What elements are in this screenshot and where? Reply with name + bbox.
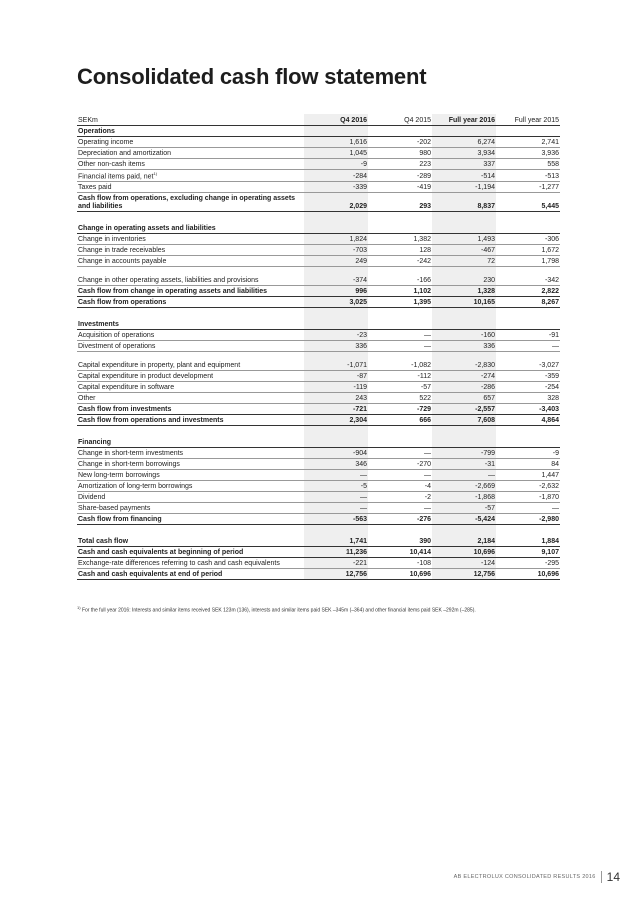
table-row xyxy=(77,371,560,382)
row-label-text: Cash and cash equivalents at beginning of period xyxy=(78,549,244,557)
empty-cell xyxy=(432,437,496,448)
empty-cell xyxy=(304,437,368,448)
value-fy-2016: — xyxy=(432,470,496,481)
section-title: Investments xyxy=(77,319,304,330)
value-fy-2016: 657 xyxy=(432,393,496,404)
section-header-row xyxy=(77,223,560,234)
value-q4-2016: -119 xyxy=(304,382,368,393)
row-label xyxy=(77,415,304,426)
value-fy-2016: 12,756 xyxy=(432,569,496,580)
value-q4-2015: 1,382 xyxy=(368,234,432,245)
table-row xyxy=(77,267,560,286)
value-fy-2016: -1,868 xyxy=(432,492,496,503)
value-fy-2015: 1,447 xyxy=(496,470,560,481)
value-fy-2015: 9,107 xyxy=(496,547,560,558)
value-fy-2016: -160 xyxy=(432,330,496,341)
value-fy-2015: 8,267 xyxy=(496,297,560,308)
row-label xyxy=(77,245,304,256)
value-q4-2016: — xyxy=(304,492,368,503)
value-q4-2015: -108 xyxy=(368,558,432,569)
row-label xyxy=(77,547,304,558)
value-fy-2015: -91 xyxy=(496,330,560,341)
header-q4-2016: Q4 2016 xyxy=(304,114,368,126)
subtotal-row xyxy=(77,415,560,426)
footer-report-title: AB ELECTROLUX CONSOLIDATED RESULTS 2016 xyxy=(453,874,596,880)
table-row xyxy=(77,170,560,182)
value-fy-2015: -3,403 xyxy=(496,404,560,415)
spacer-cell xyxy=(77,525,304,537)
row-label xyxy=(77,297,304,308)
empty-cell xyxy=(496,223,560,234)
section-title: Operations xyxy=(77,126,304,137)
row-label xyxy=(77,404,304,415)
row-label xyxy=(77,459,304,470)
subtotal-row xyxy=(77,297,560,308)
value-fy-2016: -5,424 xyxy=(432,514,496,525)
row-label xyxy=(77,182,304,193)
value-fy-2015: -342 xyxy=(496,267,560,286)
row-label-text: Operating income xyxy=(78,139,134,146)
value-q4-2016: -9 xyxy=(304,159,368,170)
value-q4-2015: -57 xyxy=(368,382,432,393)
section-header-row xyxy=(77,126,560,137)
row-label-text: Capital expenditure in software xyxy=(78,384,175,392)
row-label xyxy=(77,234,304,245)
spacer-cell xyxy=(304,426,368,438)
empty-cell xyxy=(496,319,560,330)
value-q4-2016: 3,025 xyxy=(304,297,368,308)
value-fy-2015: 1,798 xyxy=(496,256,560,267)
value-fy-2015: 10,696 xyxy=(496,569,560,580)
section-header-row xyxy=(77,437,560,448)
row-label xyxy=(77,382,304,393)
value-fy-2016: 1,493 xyxy=(432,234,496,245)
page-footer xyxy=(454,870,620,884)
row-label-text: Change in inventories xyxy=(78,236,146,244)
value-q4-2015: -242 xyxy=(368,256,432,267)
value-q4-2015: -276 xyxy=(368,514,432,525)
spacer-cell xyxy=(77,426,304,438)
value-fy-2015: 2,822 xyxy=(496,286,560,297)
value-q4-2015: 293 xyxy=(368,193,432,212)
row-label-text: Cash flow from operations, excluding change in operating assets and liabilities xyxy=(78,195,296,211)
table-row xyxy=(77,234,560,245)
value-fy-2016: 8,837 xyxy=(432,193,496,212)
row-label xyxy=(77,481,304,492)
value-fy-2016: -2,830 xyxy=(432,352,496,371)
value-q4-2016: 1,824 xyxy=(304,234,368,245)
table-row xyxy=(77,148,560,159)
empty-cell xyxy=(496,126,560,137)
value-q4-2016: -1,071 xyxy=(304,352,368,371)
value-q4-2016: 243 xyxy=(304,393,368,404)
row-label xyxy=(77,193,304,212)
row-label-text: Cash flow from financing xyxy=(78,516,162,524)
row-label xyxy=(77,503,304,514)
spacer-cell xyxy=(432,308,496,320)
value-fy-2015: 4,864 xyxy=(496,415,560,426)
spacer-cell xyxy=(368,212,432,224)
row-label-text: Dividend xyxy=(78,494,106,502)
table-row xyxy=(77,341,560,352)
table-row xyxy=(77,481,560,492)
value-fy-2015: -254 xyxy=(496,382,560,393)
value-q4-2015: 10,414 xyxy=(368,547,432,558)
row-label xyxy=(77,536,304,547)
table-row xyxy=(77,470,560,481)
value-q4-2015: -270 xyxy=(368,459,432,470)
value-fy-2015: -2,632 xyxy=(496,481,560,492)
row-label xyxy=(77,330,304,341)
value-q4-2016: 249 xyxy=(304,256,368,267)
row-label xyxy=(77,256,304,267)
value-q4-2015: -2 xyxy=(368,492,432,503)
value-q4-2016: -221 xyxy=(304,558,368,569)
value-fy-2015: — xyxy=(496,341,560,352)
value-q4-2015: — xyxy=(368,341,432,352)
row-label-text: Taxes paid xyxy=(78,184,112,192)
table-row xyxy=(77,159,560,170)
value-fy-2015: 84 xyxy=(496,459,560,470)
value-fy-2016: -2,669 xyxy=(432,481,496,492)
value-q4-2015: 390 xyxy=(368,536,432,547)
spacer-row xyxy=(77,212,560,224)
subtotal-row xyxy=(77,569,560,580)
subtotal-row xyxy=(77,514,560,525)
spacer-cell xyxy=(432,525,496,537)
row-label-text: Other xyxy=(78,395,96,403)
value-fy-2016: -31 xyxy=(432,459,496,470)
value-q4-2016: 336 xyxy=(304,341,368,352)
value-fy-2016: 10,696 xyxy=(432,547,496,558)
row-label-text: Other non-cash items xyxy=(78,161,145,168)
value-q4-2015: 10,696 xyxy=(368,569,432,580)
spacer-cell xyxy=(496,525,560,537)
row-label-text: Exchange-rate differences referring to cash and cash equivalents xyxy=(78,560,280,568)
spacer-row xyxy=(77,525,560,537)
value-fy-2016: 230 xyxy=(432,267,496,286)
value-fy-2016: 72 xyxy=(432,256,496,267)
value-fy-2016: 7,608 xyxy=(432,415,496,426)
empty-cell xyxy=(496,437,560,448)
value-q4-2016: — xyxy=(304,470,368,481)
table-row xyxy=(77,382,560,393)
value-fy-2015: -359 xyxy=(496,371,560,382)
row-label-text: Capital expenditure in property, plant and equipment xyxy=(78,362,241,370)
row-label xyxy=(77,341,304,352)
row-label xyxy=(77,352,304,371)
value-q4-2016: 1,741 xyxy=(304,536,368,547)
empty-cell xyxy=(304,319,368,330)
row-label xyxy=(77,267,304,286)
empty-cell xyxy=(368,437,432,448)
row-label-text: Change in trade receivables xyxy=(78,247,166,255)
value-fy-2016: -1,194 xyxy=(432,182,496,193)
row-label xyxy=(77,448,304,459)
value-q4-2016: 11,236 xyxy=(304,547,368,558)
row-label-text: Acquisition of operations xyxy=(78,332,155,340)
row-label-text: Divestment of operations xyxy=(78,343,156,351)
row-label xyxy=(77,492,304,503)
value-q4-2015: 522 xyxy=(368,393,432,404)
empty-cell xyxy=(432,319,496,330)
row-label-text: Depreciation and amortization xyxy=(78,150,171,157)
row-label-text: Financial items paid, net xyxy=(78,173,154,181)
empty-cell xyxy=(304,223,368,234)
value-q4-2016: -284 xyxy=(304,170,368,182)
value-fy-2015: -2,980 xyxy=(496,514,560,525)
header-q4-2015: Q4 2015 xyxy=(368,114,432,126)
spacer-cell xyxy=(304,525,368,537)
value-q4-2016: -703 xyxy=(304,245,368,256)
value-fy-2015: 3,936 xyxy=(496,148,560,159)
value-fy-2016: 1,328 xyxy=(432,286,496,297)
empty-cell xyxy=(432,223,496,234)
spacer-cell xyxy=(432,426,496,438)
section-header-row xyxy=(77,319,560,330)
value-q4-2015: -166 xyxy=(368,267,432,286)
row-label xyxy=(77,393,304,404)
table-row xyxy=(77,352,560,371)
empty-cell xyxy=(368,126,432,137)
footnote-ref: 1) xyxy=(153,171,158,176)
value-fy-2016: -799 xyxy=(432,448,496,459)
value-q4-2015: -289 xyxy=(368,170,432,182)
header-fy-2016: Full year 2016 xyxy=(432,114,496,126)
page-title: Consolidated cash flow statement xyxy=(77,64,427,89)
value-fy-2015: -295 xyxy=(496,558,560,569)
row-label-text: Change in other operating assets, liabilities and provisions xyxy=(78,277,259,285)
value-fy-2016: -467 xyxy=(432,245,496,256)
row-label xyxy=(77,514,304,525)
value-fy-2015: -3,027 xyxy=(496,352,560,371)
spacer-cell xyxy=(368,308,432,320)
value-q4-2016: 2,304 xyxy=(304,415,368,426)
value-fy-2015: 1,884 xyxy=(496,536,560,547)
row-label-text: New long-term borrowings xyxy=(78,472,160,480)
row-label xyxy=(77,137,304,148)
table-body xyxy=(77,126,560,580)
row-label xyxy=(77,286,304,297)
table-row xyxy=(77,448,560,459)
value-fy-2016: 337 xyxy=(432,159,496,170)
row-label-text: Share-based payments xyxy=(78,505,151,513)
empty-cell xyxy=(432,126,496,137)
table-row xyxy=(77,492,560,503)
header-unit-label: SEKm xyxy=(77,114,304,126)
spacer-cell xyxy=(496,426,560,438)
table-row xyxy=(77,503,560,514)
value-fy-2016: 3,934 xyxy=(432,148,496,159)
value-fy-2015: 1,672 xyxy=(496,245,560,256)
value-q4-2016: -563 xyxy=(304,514,368,525)
row-label xyxy=(77,371,304,382)
table-header-row xyxy=(77,114,560,126)
value-q4-2016: -721 xyxy=(304,404,368,415)
table-row xyxy=(77,459,560,470)
value-q4-2016: -339 xyxy=(304,182,368,193)
spacer-row xyxy=(77,426,560,438)
row-label xyxy=(77,170,304,182)
value-q4-2016: 346 xyxy=(304,459,368,470)
row-label xyxy=(77,148,304,159)
value-q4-2015: -4 xyxy=(368,481,432,492)
value-q4-2016: — xyxy=(304,503,368,514)
subtotal-row xyxy=(77,404,560,415)
empty-cell xyxy=(368,223,432,234)
value-fy-2016: -2,557 xyxy=(432,404,496,415)
value-q4-2015: -729 xyxy=(368,404,432,415)
table-row xyxy=(77,393,560,404)
section-title: Financing xyxy=(77,437,304,448)
value-q4-2016: -23 xyxy=(304,330,368,341)
empty-cell xyxy=(304,126,368,137)
value-fy-2015: -513 xyxy=(496,170,560,182)
row-label-text: Change in short-term investments xyxy=(78,450,184,458)
table-row xyxy=(77,137,560,148)
value-q4-2016: 996 xyxy=(304,286,368,297)
row-label xyxy=(77,159,304,170)
row-label-text: Cash flow from change in operating assets and liabilities xyxy=(78,288,268,296)
spacer-cell xyxy=(496,212,560,224)
spacer-cell xyxy=(368,426,432,438)
value-fy-2015: -1,277 xyxy=(496,182,560,193)
spacer-cell xyxy=(304,212,368,224)
spacer-cell xyxy=(496,308,560,320)
spacer-row xyxy=(77,308,560,320)
value-q4-2015: — xyxy=(368,448,432,459)
subtotal-row xyxy=(77,193,560,212)
row-label xyxy=(77,558,304,569)
value-fy-2016: -514 xyxy=(432,170,496,182)
subtotal-row xyxy=(77,547,560,558)
row-label-text: Cash and cash equivalents at end of period xyxy=(78,571,223,579)
value-fy-2016: 10,165 xyxy=(432,297,496,308)
footnote-marker: 1) xyxy=(77,605,81,610)
spacer-cell xyxy=(77,212,304,224)
value-q4-2016: 1,045 xyxy=(304,148,368,159)
value-q4-2016: -87 xyxy=(304,371,368,382)
spacer-cell xyxy=(432,212,496,224)
subtotal-row xyxy=(77,536,560,547)
value-q4-2016: -5 xyxy=(304,481,368,492)
value-q4-2016: -374 xyxy=(304,267,368,286)
row-label-text: Change in accounts payable xyxy=(78,258,167,266)
value-q4-2015: -202 xyxy=(368,137,432,148)
value-q4-2016: 2,029 xyxy=(304,193,368,212)
value-fy-2016: 2,184 xyxy=(432,536,496,547)
row-label-text: Cash flow from operations xyxy=(78,299,167,307)
row-label-text: Cash flow from investments xyxy=(78,406,172,414)
value-fy-2016: -124 xyxy=(432,558,496,569)
value-q4-2016: 12,756 xyxy=(304,569,368,580)
cash-flow-table xyxy=(77,114,560,580)
table-row xyxy=(77,330,560,341)
row-label xyxy=(77,470,304,481)
table-row xyxy=(77,245,560,256)
value-q4-2016: 1,616 xyxy=(304,137,368,148)
row-label-text: Cash flow from operations and investments xyxy=(78,417,224,425)
row-label-text: Capital expenditure in product development xyxy=(78,373,214,381)
page-number: 14 xyxy=(606,870,620,884)
subtotal-row xyxy=(77,286,560,297)
empty-cell xyxy=(368,319,432,330)
value-fy-2015: — xyxy=(496,503,560,514)
value-fy-2015: 558 xyxy=(496,159,560,170)
row-label xyxy=(77,569,304,580)
value-q4-2015: 1,395 xyxy=(368,297,432,308)
value-fy-2015: -1,870 xyxy=(496,492,560,503)
value-fy-2015: 5,445 xyxy=(496,193,560,212)
value-q4-2015: 223 xyxy=(368,159,432,170)
value-q4-2015: — xyxy=(368,503,432,514)
section-title: Change in operating assets and liabilities xyxy=(77,223,304,234)
header-fy-2015: Full year 2015 xyxy=(496,114,560,126)
value-fy-2016: -57 xyxy=(432,503,496,514)
table-row xyxy=(77,558,560,569)
value-q4-2015: -112 xyxy=(368,371,432,382)
footnote-text: For the full year 2016: Interests and similar items received SEK 123m (136), interests and similar items paid SEK –345m (–364) and other financial items paid SEK –292m (–285). xyxy=(81,607,476,614)
footer-divider xyxy=(601,871,602,883)
value-fy-2016: -286 xyxy=(432,382,496,393)
value-fy-2015: 328 xyxy=(496,393,560,404)
row-label-text: Amortization of long-term borrowings xyxy=(78,483,193,491)
value-q4-2015: 128 xyxy=(368,245,432,256)
value-q4-2015: -419 xyxy=(368,182,432,193)
spacer-cell xyxy=(77,308,304,320)
value-fy-2015: -9 xyxy=(496,448,560,459)
value-fy-2015: 2,741 xyxy=(496,137,560,148)
value-q4-2015: -1,082 xyxy=(368,352,432,371)
row-label-text: Total cash flow xyxy=(78,538,129,546)
table-row xyxy=(77,256,560,267)
value-q4-2015: — xyxy=(368,470,432,481)
value-q4-2016: -904 xyxy=(304,448,368,459)
row-label-text: Change in short-term borrowings xyxy=(78,461,180,469)
value-fy-2016: 6,274 xyxy=(432,137,496,148)
value-q4-2015: 666 xyxy=(368,415,432,426)
value-q4-2015: 980 xyxy=(368,148,432,159)
value-fy-2015: -306 xyxy=(496,234,560,245)
value-fy-2016: 336 xyxy=(432,341,496,352)
spacer-cell xyxy=(368,525,432,537)
table-row xyxy=(77,182,560,193)
footnote xyxy=(77,605,567,614)
value-q4-2015: 1,102 xyxy=(368,286,432,297)
spacer-cell xyxy=(304,308,368,320)
value-fy-2016: -274 xyxy=(432,371,496,382)
value-q4-2015: — xyxy=(368,330,432,341)
